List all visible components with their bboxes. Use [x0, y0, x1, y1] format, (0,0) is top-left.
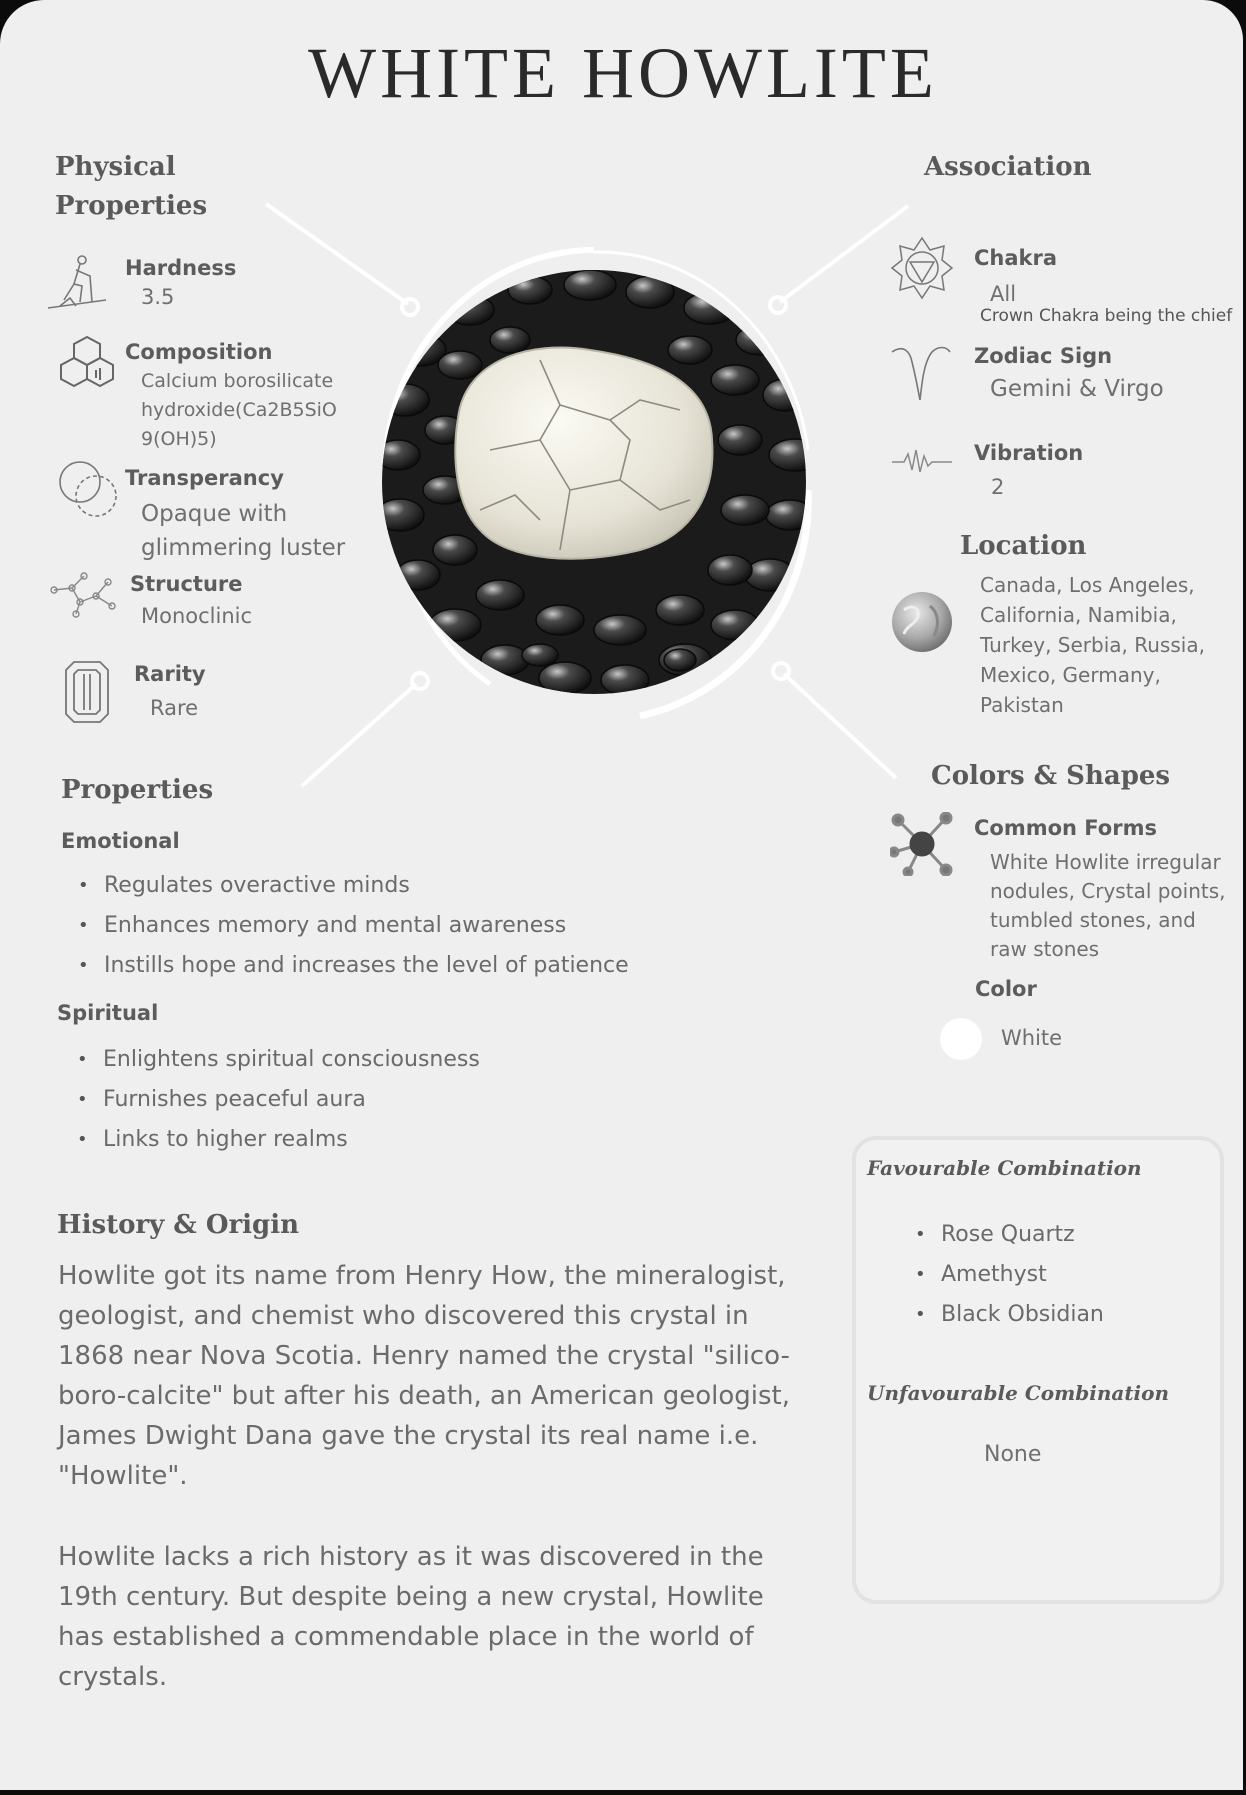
history-line: geologist, and chemist who discovered this crystal in [58, 1301, 749, 1331]
vibration-label: Vibration [974, 441, 1084, 465]
forms-line: nodules, Crystal points, [990, 879, 1226, 903]
list-item: • Rose Quartz [897, 1215, 1197, 1255]
zodiac-value: Gemini & Virgo [990, 376, 1164, 402]
list-item: • Instills hope and increases the level of patience [60, 946, 760, 986]
gem-icon [64, 660, 110, 724]
favourable-heading: Favourable Combination [867, 1156, 1142, 1180]
composition-line: hydroxide(Ca2B5SiO [141, 399, 337, 421]
hardness-icon [46, 250, 108, 312]
unfavourable-heading: Unfavourable Combination [867, 1381, 1170, 1405]
page-title: WHITE HOWLITE [308, 33, 938, 113]
properties-heading: Properties [61, 775, 214, 805]
forms-icon [890, 812, 954, 876]
composition-label: Composition [125, 340, 273, 364]
composition-icon [54, 334, 120, 396]
list-item: • Regulates overactive minds [60, 866, 760, 906]
hardness-label: Hardness [125, 256, 237, 280]
location-line: California, Namibia, [980, 603, 1177, 627]
common-forms-value [990, 848, 1226, 964]
structure-label: Structure [130, 572, 243, 596]
history-line: Howlite lacks a rich history as it was discovered in the [58, 1542, 764, 1572]
chakra-label: Chakra [974, 246, 1058, 270]
hardness-value: 3.5 [141, 285, 175, 309]
combination-panel [852, 1136, 1224, 1604]
transparency-label: Transperancy [125, 466, 284, 490]
spiritual-label: Spiritual [57, 1001, 159, 1025]
chakra-icon [890, 236, 954, 300]
history-line: Howlite got its name from Henry How, the mineralogist, [58, 1261, 786, 1291]
forms-line: White Howlite irregular [990, 850, 1221, 874]
history-line: James Dwight Dana gave the crystal its real name i.e. [58, 1421, 759, 1451]
list-item: • Furnishes peaceful aura [59, 1080, 759, 1120]
history-heading: History & Origin [57, 1210, 299, 1240]
list-item: • Amethyst [897, 1255, 1197, 1295]
list-item: • Links to higher realms [59, 1120, 759, 1160]
rarity-label: Rarity [134, 662, 206, 686]
favourable-list [897, 1215, 1197, 1335]
chakra-value: All [990, 282, 1017, 306]
location-line: Mexico, Germany, [980, 663, 1161, 687]
association-heading: Association [924, 152, 1092, 182]
history-line: crystals. [58, 1662, 168, 1692]
zodiac-label: Zodiac Sign [974, 344, 1113, 368]
spiritual-list [59, 1040, 759, 1160]
rarity-value: Rare [150, 696, 199, 720]
history-paragraph-1 [58, 1256, 858, 1496]
list-item: • Black Obsidian [897, 1295, 1197, 1335]
history-line: 1868 near Nova Scotia. Henry named the crystal "silico- [58, 1341, 790, 1371]
list-item: • Enlightens spiritual consciousness [59, 1040, 759, 1080]
location-line: Canada, Los Angeles, [980, 573, 1195, 597]
color-label: Color [975, 977, 1037, 1001]
history-line: has established a commendable place in the world of [58, 1622, 754, 1652]
location-line: Turkey, Serbia, Russia, [980, 633, 1205, 657]
composition-line: Calcium borosilicate [141, 370, 334, 392]
vibration-icon [890, 446, 954, 476]
unfavourable-value: None [984, 1442, 1042, 1467]
vibration-value: 2 [991, 475, 1005, 499]
physical-properties-heading: Physical Properties [55, 152, 208, 221]
location-line: Pakistan [980, 693, 1064, 717]
color-swatch [940, 1018, 982, 1060]
forms-line: tumbled stones, and [990, 908, 1196, 932]
transparency-icon [56, 458, 122, 522]
molecule-icon [50, 570, 120, 618]
transparency-line: Opaque with [141, 501, 288, 527]
globe-icon [890, 590, 954, 654]
history-line: "Howlite". [58, 1461, 188, 1491]
emotional-label: Emotional [61, 829, 180, 853]
history-paragraph-2 [58, 1537, 858, 1697]
history-line: boro-calcite" but after his death, an American geologist, [58, 1381, 790, 1411]
forms-line: raw stones [990, 937, 1100, 961]
emotional-list [60, 866, 760, 986]
location-value [980, 570, 1205, 720]
chakra-note: Crown Chakra being the chief [980, 306, 1233, 326]
structure-value: Monoclinic [141, 604, 253, 628]
location-heading: Location [960, 531, 1087, 561]
common-forms-label: Common Forms [974, 816, 1157, 840]
crystal-image [240, 190, 960, 810]
composition-line: 9(OH)5) [141, 428, 217, 450]
transparency-line: glimmering luster [141, 535, 346, 561]
zodiac-icon [888, 342, 952, 402]
list-item: • Enhances memory and mental awareness [60, 906, 760, 946]
history-line: 19th century. But despite being a new crystal, Howlite [58, 1582, 764, 1612]
color-value: White [1001, 1026, 1063, 1050]
colors-shapes-heading: Colors & Shapes [931, 761, 1171, 791]
